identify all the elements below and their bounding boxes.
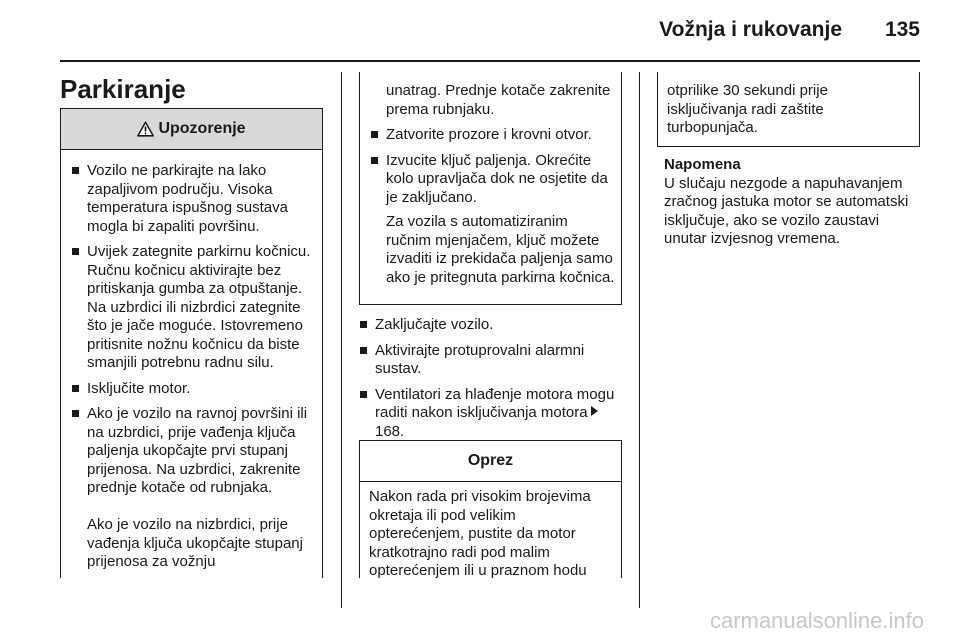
list-item — [359, 342, 622, 379]
list-item — [359, 386, 622, 442]
warning-box — [60, 108, 323, 578]
header-rule — [60, 60, 920, 62]
caution-continuation-text: otprilike 30 sekundi prije isključivanja radi zaštite turbopunjača. — [667, 82, 828, 136]
page-number: 135 — [884, 18, 920, 41]
header-title: Vožnja i rukovanje — [659, 18, 842, 41]
caution-box-continued — [657, 72, 920, 147]
note-text: U slučaju nezgode a napuhavanjem zračnog jastuka motor se automatski isključuje, ako se vozilo zaustavi unutar izvjesnog vremena. — [664, 174, 909, 247]
list-item — [71, 405, 322, 498]
column-divider-2 — [639, 72, 640, 608]
page-reference-link[interactable]: 168. — [375, 422, 405, 440]
note-title: Napomena — [664, 156, 741, 173]
caution-box-title: Oprez — [467, 452, 514, 469]
list-item — [71, 380, 322, 399]
list-item-text: Ventilatori za hlađenje motora mogu raditi nakon isključivanja motora — [375, 385, 615, 421]
warning-box-continued — [359, 72, 622, 305]
list-item-text: Vozilo ne parkirajte na lako zapaljivom području. Visoka temperatura ispušnog sustava mogla bi zapaliti površinu. — [87, 162, 288, 235]
list-item-subtext: Za vozila s automatiziranim ručnim mjenjačem, ključ možete izvaditi iz prekidača paljenja samo ako je pritegnuta parkirna kočnica. — [386, 213, 615, 286]
warning-triangle-icon — [137, 121, 154, 137]
section-title: Parkiranje — [60, 74, 186, 104]
warning-box-title: Upozorenje — [158, 120, 246, 137]
list-item-text: Isključite motor. — [87, 379, 191, 397]
caution-box-header — [360, 441, 621, 482]
parking-steps-list — [359, 316, 622, 448]
list-item-subtext: Ako je vozilo na nizbrdici, prije vađenja ključa ukopčajte stupanj prijenosa za vožnju — [87, 516, 303, 570]
list-item — [370, 126, 615, 145]
list-item-text: Zatvorite prozore i krovni otvor. — [386, 126, 592, 143]
warning-list-continued — [360, 126, 621, 287]
warning-continuation-text: unatrag. Prednje kotače zakrenite prema rubnjaku. — [386, 82, 611, 118]
caution-box-text: Nakon rada pri visokim brojevima okretaja ili pod velikim opterećenjem, pustite da motor kratkotrajno radi pod malim opterećenjem ili u praznom hodu — [369, 488, 591, 579]
list-item-text: Zaključajte vozilo. — [375, 316, 494, 333]
list-item — [370, 152, 615, 288]
reference-arrow-icon — [591, 406, 598, 416]
list-item-text: Izvucite ključ paljenja. Okrećite kolo upravljača dok ne osjetite da je zaključano. — [386, 151, 608, 206]
caution-box — [359, 440, 622, 578]
note-block — [664, 156, 922, 249]
list-item — [71, 162, 322, 236]
warning-box-header — [61, 109, 322, 150]
list-item — [71, 243, 322, 373]
list-item-text: Aktivirajte protuprovalni alarmni sustav. — [375, 341, 585, 377]
list-item — [359, 316, 622, 335]
list-item-text: Uvijek zategnite parkirnu kočnicu. Ručnu kočnicu aktivirajte bez pritiskanja gumba za otpuštanje. Na uzbrdici ili nizbrdici zategnite što je jače moguće. Istovremeno pritisnite nožnu kočnicu da biste smanjili potrebnu radnu silu. — [87, 243, 311, 371]
list-item-text: Ako je vozilo na ravnoj površini ili na uzbrdici, prije vađenja ključa paljenja ukopčajte prvi stupanj prijenosa. Na uzbrdici, zakrenite prednje kotače od rubnjaka. — [87, 405, 308, 496]
watermark: carmanualsonline.info — [709, 608, 924, 633]
warning-list — [61, 150, 322, 498]
column-divider-1 — [341, 72, 342, 608]
